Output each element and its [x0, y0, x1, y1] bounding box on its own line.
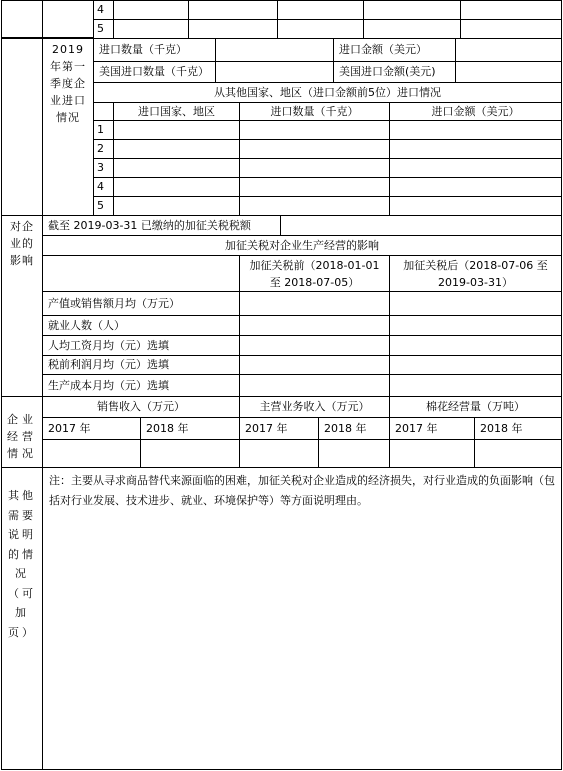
left-section-cell-top — [1, 0, 43, 38]
input-cell[interactable] — [460, 19, 562, 39]
paid-tariff-field[interactable] — [280, 215, 562, 236]
amount-field[interactable] — [389, 196, 562, 216]
amount-field[interactable] — [389, 120, 562, 140]
before-value-field[interactable] — [239, 374, 390, 397]
impact-section-label — [1, 215, 43, 397]
input-cell[interactable] — [460, 0, 562, 20]
row-number-4-top: 4 — [93, 0, 114, 20]
import-row-number-3: 3 — [93, 158, 114, 178]
left-blank-column — [1, 38, 43, 216]
import-row-number-1: 1 — [93, 120, 114, 140]
column-header-blank — [93, 102, 114, 121]
year-2017-main: 2017 年 — [239, 417, 319, 440]
input-cell[interactable] — [188, 19, 278, 39]
cotton-volume-header: 棉花经营量（万吨） — [389, 396, 562, 418]
sales-income-header: 销售收入（万元） — [42, 396, 240, 418]
after-value-field[interactable] — [389, 355, 562, 375]
input-cell[interactable] — [277, 0, 364, 20]
amount-field[interactable] — [389, 158, 562, 178]
country-field[interactable] — [113, 177, 240, 197]
other-section-label — [1, 467, 43, 770]
country-field[interactable] — [113, 158, 240, 178]
paid-tariff-label: 截至 2019-03-31 已缴纳的加征关税税额 — [42, 215, 281, 236]
column-header-country: 进口国家、地区 — [113, 102, 240, 121]
import-row-number-5: 5 — [93, 196, 114, 216]
import-qty-label: 进口数量（千克） — [93, 38, 216, 62]
qty-field[interactable] — [239, 177, 390, 197]
us-import-qty-field[interactable] — [215, 61, 334, 83]
metric-label-employment: 就业人数（人） — [42, 315, 240, 336]
ops-section-label — [1, 396, 43, 468]
after-tariff-header-text: 加征关税后（2018-07-06 至2019-03-31） — [403, 258, 548, 289]
main-business-header: 主营业务收入（万元） — [239, 396, 390, 418]
input-cell[interactable] — [363, 0, 461, 20]
input-cell[interactable] — [188, 0, 278, 20]
other-section-label-text: 其他需要说明的情况（可加页） — [8, 489, 36, 639]
effect-header: 加征关税对企业生产经营的影响 — [42, 235, 562, 256]
other-note-text: 注：主要从寻求商品替代来源面临的困难，加征关税对企业造成的经济损失，对行业造成的负面影响（包括对行业发展、技术进步、就业、环境保护等）等方面说明理由。 — [49, 474, 555, 507]
import-row-number-4: 4 — [93, 177, 114, 197]
qty-field[interactable] — [239, 196, 390, 216]
qty-field[interactable] — [239, 139, 390, 159]
column-header-amount: 进口金额（美元） — [389, 102, 562, 121]
ops-section-label-text: 企业经营情况 — [7, 413, 37, 460]
input-cell[interactable] — [113, 19, 189, 39]
column-header-qty: 进口数量（千克） — [239, 102, 390, 121]
cotton-2017-field[interactable] — [389, 439, 475, 468]
qty-field[interactable] — [239, 120, 390, 140]
amount-field[interactable] — [389, 177, 562, 197]
year-2018-cotton: 2018 年 — [474, 417, 562, 440]
import-row-number-2: 2 — [93, 139, 114, 159]
input-cell[interactable] — [277, 19, 364, 39]
before-tariff-header — [239, 255, 390, 292]
after-value-field[interactable] — [389, 335, 562, 356]
main-2018-field[interactable] — [318, 439, 390, 468]
year-2018-sales: 2018 年 — [140, 417, 240, 440]
country-field[interactable] — [113, 139, 240, 159]
us-import-amount-label: 美国进口金额(美元) — [333, 61, 456, 83]
metric-label-cost: 生产成本月均（元）选填 — [42, 374, 240, 397]
effect-corner-blank — [42, 255, 240, 292]
country-field[interactable] — [113, 120, 240, 140]
after-value-field[interactable] — [389, 291, 562, 316]
impact-section-label-text: 对企业的影响 — [10, 220, 34, 267]
year-2017-cotton: 2017 年 — [389, 417, 475, 440]
import-amount-field[interactable] — [455, 38, 562, 62]
input-cell[interactable] — [363, 19, 461, 39]
sales-2018-field[interactable] — [140, 439, 240, 468]
other-countries-header: 从其他国家、地区（进口金额前5位）进口情况 — [93, 82, 562, 103]
year-2017-sales: 2017 年 — [42, 417, 141, 440]
before-value-field[interactable] — [239, 291, 390, 316]
before-value-field[interactable] — [239, 315, 390, 336]
spacer-cell — [42, 0, 94, 38]
after-value-field[interactable] — [389, 315, 562, 336]
metric-label-wage: 人均工资月均（元）选填 — [42, 335, 240, 356]
country-field[interactable] — [113, 196, 240, 216]
year-2018-main: 2018 年 — [318, 417, 390, 440]
after-value-field[interactable] — [389, 374, 562, 397]
sales-2017-field[interactable] — [42, 439, 141, 468]
cotton-2018-field[interactable] — [474, 439, 562, 468]
import-qty-field[interactable] — [215, 38, 334, 62]
qty-field[interactable] — [239, 158, 390, 178]
before-tariff-header-text: 加征关税前（2018-01-01至 2018-07-05） — [249, 258, 380, 289]
q1-section-label-text: 2019年第一季度企业进口情况 — [50, 43, 86, 124]
input-cell[interactable] — [113, 0, 189, 20]
before-value-field[interactable] — [239, 335, 390, 356]
metric-label-profit: 税前利润月均（元）选填 — [42, 355, 240, 375]
metric-label-output: 产值或销售额月均（万元） — [42, 291, 240, 316]
other-notes-area[interactable] — [42, 467, 562, 770]
import-amount-label: 进口金额（美元） — [333, 38, 456, 62]
row-number-5-top: 5 — [93, 19, 114, 39]
after-tariff-header — [389, 255, 562, 292]
main-2017-field[interactable] — [239, 439, 319, 468]
q1-section-label — [42, 38, 94, 216]
us-import-qty-label: 美国进口数量（千克） — [93, 61, 216, 83]
before-value-field[interactable] — [239, 355, 390, 375]
amount-field[interactable] — [389, 139, 562, 159]
us-import-amount-field[interactable] — [455, 61, 562, 83]
